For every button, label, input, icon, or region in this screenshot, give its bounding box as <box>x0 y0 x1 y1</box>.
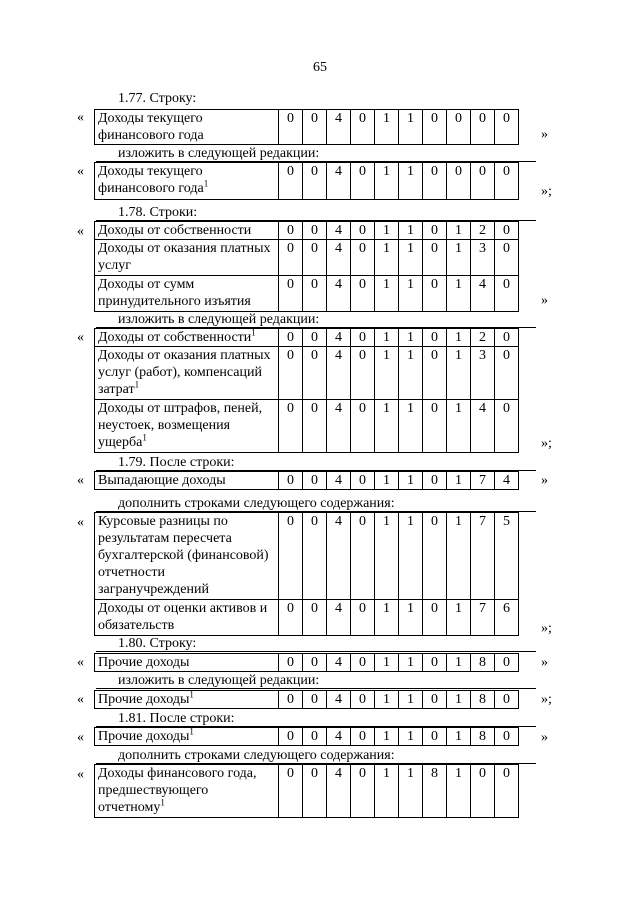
code-digit: 0 <box>279 400 303 453</box>
code-digit: 1 <box>399 765 423 818</box>
code-digit: 1 <box>375 222 399 240</box>
code-digit: 2 <box>471 329 495 347</box>
code-digit: 1 <box>375 691 399 709</box>
code-digit: 1 <box>447 472 471 490</box>
open-quote: « <box>77 730 84 745</box>
code-digit: 1 <box>447 513 471 600</box>
code-digit: 0 <box>495 691 519 709</box>
code-digit: 0 <box>447 110 471 145</box>
code-digit: 0 <box>495 110 519 145</box>
table-row <box>95 765 519 818</box>
heading-1-79: 1.79. После строки: <box>118 455 235 470</box>
code-digit: 1 <box>375 163 399 200</box>
code-digit: 0 <box>471 765 495 818</box>
code-digit: 4 <box>471 276 495 312</box>
code-digit: 0 <box>279 222 303 240</box>
code-digit: 0 <box>279 728 303 746</box>
code-digit: 1 <box>375 472 399 490</box>
code-digit: 0 <box>279 765 303 818</box>
code-digit: 4 <box>327 654 351 672</box>
table-row <box>95 240 519 276</box>
code-digit: 1 <box>447 240 471 276</box>
row-label: Курсовые разницы по результатам пересчета бухгалтерской (финансовой) отчетности загранучреждений <box>95 513 279 600</box>
code-table <box>94 328 519 453</box>
code-digit: 1 <box>447 600 471 636</box>
table-row <box>95 654 519 672</box>
instruction-text: изложить в следующей редакции: <box>118 673 320 688</box>
code-digit: 1 <box>399 472 423 490</box>
code-digit: 1 <box>399 347 423 400</box>
code-digit: 0 <box>423 600 447 636</box>
code-digit: 1 <box>375 110 399 145</box>
code-digit: 1 <box>447 329 471 347</box>
code-digit: 0 <box>351 600 375 636</box>
open-quote: « <box>77 473 84 488</box>
code-digit: 8 <box>423 765 447 818</box>
code-digit: 0 <box>351 513 375 600</box>
table-row <box>95 472 519 490</box>
code-digit: 0 <box>303 600 327 636</box>
code-digit: 0 <box>351 472 375 490</box>
close-quote: » <box>541 655 548 670</box>
code-digit: 4 <box>327 222 351 240</box>
code-digit: 0 <box>351 347 375 400</box>
code-digit: 0 <box>351 728 375 746</box>
code-digit: 1 <box>399 400 423 453</box>
code-digit: 0 <box>423 222 447 240</box>
code-digit: 0 <box>423 472 447 490</box>
code-digit: 0 <box>303 400 327 453</box>
table-row <box>95 400 519 453</box>
open-quote: « <box>77 164 84 179</box>
footnote-mark: 1 <box>251 327 256 338</box>
code-digit: 4 <box>495 472 519 490</box>
code-digit: 0 <box>279 472 303 490</box>
code-digit: 4 <box>327 400 351 453</box>
close-quote: » <box>541 473 548 488</box>
code-digit: 1 <box>399 513 423 600</box>
close-quote: » <box>541 730 548 745</box>
open-quote: « <box>77 110 84 125</box>
code-digit: 7 <box>471 472 495 490</box>
code-digit: 0 <box>423 347 447 400</box>
code-digit: 7 <box>471 600 495 636</box>
code-digit: 0 <box>495 163 519 200</box>
code-digit: 6 <box>495 600 519 636</box>
footnote-mark: 1 <box>134 379 140 390</box>
footnote-mark: 1 <box>203 178 209 189</box>
footnote-mark: 1 <box>189 689 194 700</box>
code-digit: 0 <box>303 329 327 347</box>
code-digit: 1 <box>447 728 471 746</box>
code-digit: 8 <box>471 691 495 709</box>
code-digit: 4 <box>327 163 351 200</box>
code-digit: 0 <box>495 728 519 746</box>
close-quote: »; <box>541 436 552 451</box>
heading-1-80: 1.80. Строку: <box>118 636 197 651</box>
code-digit: 1 <box>399 222 423 240</box>
page-number: 65 <box>313 60 327 75</box>
code-digit: 0 <box>351 163 375 200</box>
table-row <box>95 110 519 145</box>
row-label: Доходы от оказания платных услуг (работ), компенсаций затрат$^1$ <box>95 347 279 400</box>
code-digit: 4 <box>327 691 351 709</box>
code-digit: 1 <box>399 691 423 709</box>
code-digit: 0 <box>303 728 327 746</box>
code-digit: 4 <box>327 110 351 145</box>
code-digit: 8 <box>471 728 495 746</box>
code-digit: 4 <box>327 728 351 746</box>
code-digit: 0 <box>351 329 375 347</box>
row-label: Доходы от собственности <box>95 222 279 240</box>
open-quote: « <box>77 330 84 345</box>
code-table <box>94 221 519 312</box>
code-digit: 0 <box>423 400 447 453</box>
code-digit: 8 <box>471 654 495 672</box>
code-digit: 4 <box>327 513 351 600</box>
code-digit: 1 <box>447 691 471 709</box>
row-label: Прочие доходы <box>95 654 279 672</box>
code-digit: 0 <box>351 691 375 709</box>
code-digit: 2 <box>471 222 495 240</box>
code-digit: 4 <box>327 347 351 400</box>
code-table <box>94 690 519 709</box>
code-digit: 0 <box>279 513 303 600</box>
code-digit: 5 <box>495 513 519 600</box>
code-digit: 0 <box>447 163 471 200</box>
row-label: Выпадающие доходы <box>95 472 279 490</box>
code-digit: 0 <box>351 240 375 276</box>
code-digit: 0 <box>423 513 447 600</box>
open-quote: « <box>77 515 84 530</box>
code-digit: 1 <box>447 222 471 240</box>
code-digit: 0 <box>279 600 303 636</box>
instruction-text: дополнить строками следующего содержания: <box>118 748 395 763</box>
row-label: Доходы от штрафов, пеней, неустоек, возмещения ущерба$^1$ <box>95 400 279 453</box>
code-digit: 1 <box>375 654 399 672</box>
code-digit: 1 <box>447 400 471 453</box>
row-label: Доходы текущего финансового года <box>95 110 279 145</box>
code-digit: 0 <box>351 222 375 240</box>
code-digit: 0 <box>279 276 303 312</box>
footnote-mark: 1 <box>160 797 165 808</box>
table-row <box>95 329 519 347</box>
code-digit: 0 <box>279 347 303 400</box>
table-row <box>95 600 519 636</box>
code-digit: 1 <box>375 240 399 276</box>
close-quote: » <box>541 293 548 308</box>
close-quote: »; <box>541 692 552 707</box>
code-digit: 0 <box>495 400 519 453</box>
code-digit: 1 <box>399 600 423 636</box>
code-digit: 0 <box>303 513 327 600</box>
code-digit: 0 <box>495 240 519 276</box>
heading-1-81: 1.81. После строки: <box>118 711 235 726</box>
code-digit: 4 <box>327 329 351 347</box>
code-table <box>94 471 519 490</box>
code-digit: 0 <box>495 765 519 818</box>
code-digit: 1 <box>399 654 423 672</box>
code-digit: 0 <box>423 163 447 200</box>
code-digit: 0 <box>423 276 447 312</box>
code-digit: 1 <box>447 654 471 672</box>
code-digit: 0 <box>423 240 447 276</box>
code-digit: 0 <box>423 654 447 672</box>
table-row <box>95 728 519 746</box>
code-digit: 1 <box>447 276 471 312</box>
code-digit: 4 <box>327 472 351 490</box>
divider <box>96 688 536 689</box>
code-digit: 0 <box>303 222 327 240</box>
code-digit: 0 <box>351 765 375 818</box>
table-row <box>95 347 519 400</box>
code-digit: 1 <box>399 329 423 347</box>
table-row <box>95 513 519 600</box>
footnote-mark: 1 <box>189 726 194 737</box>
code-digit: 0 <box>279 110 303 145</box>
code-digit: 4 <box>327 600 351 636</box>
code-digit: 4 <box>327 765 351 818</box>
row-label: Доходы финансового года, предшествующего отчетному$^1$ <box>95 765 279 818</box>
code-table <box>94 764 519 818</box>
code-digit: 0 <box>351 110 375 145</box>
code-digit: 1 <box>399 276 423 312</box>
code-digit: 0 <box>303 163 327 200</box>
code-digit: 1 <box>375 329 399 347</box>
code-table <box>94 653 519 672</box>
code-digit: 1 <box>375 400 399 453</box>
code-digit: 1 <box>399 240 423 276</box>
code-digit: 1 <box>375 765 399 818</box>
code-digit: 7 <box>471 513 495 600</box>
code-digit: 3 <box>471 347 495 400</box>
table-row <box>95 163 519 200</box>
code-table <box>94 512 519 636</box>
code-digit: 0 <box>279 240 303 276</box>
row-label: Доходы от сумм принудительного изъятия <box>95 276 279 312</box>
row-label: Доходы от оценки активов и обязательств <box>95 600 279 636</box>
open-quote: « <box>77 224 84 239</box>
code-digit: 0 <box>495 276 519 312</box>
code-digit: 0 <box>303 765 327 818</box>
code-digit: 1 <box>375 513 399 600</box>
code-digit: 0 <box>423 728 447 746</box>
close-quote: »; <box>541 621 552 636</box>
code-digit: 1 <box>375 600 399 636</box>
footnote-mark: 1 <box>142 432 147 443</box>
code-digit: 1 <box>399 728 423 746</box>
open-quote: « <box>77 692 84 707</box>
code-digit: 1 <box>399 163 423 200</box>
code-digit: 3 <box>471 240 495 276</box>
code-digit: 0 <box>303 276 327 312</box>
row-label: Доходы текущего финансового года$^1$ <box>95 163 279 200</box>
code-digit: 4 <box>471 400 495 453</box>
code-digit: 0 <box>351 276 375 312</box>
heading-1-78: 1.78. Строки: <box>118 205 198 220</box>
code-digit: 0 <box>351 400 375 453</box>
code-table <box>94 109 519 145</box>
code-digit: 0 <box>279 329 303 347</box>
row-label: Прочие доходы$^1$ <box>95 691 279 709</box>
table-row <box>95 222 519 240</box>
code-digit: 0 <box>495 222 519 240</box>
open-quote: « <box>77 767 84 782</box>
code-digit: 0 <box>303 472 327 490</box>
code-digit: 0 <box>351 654 375 672</box>
code-digit: 1 <box>399 110 423 145</box>
code-digit: 0 <box>279 163 303 200</box>
row-label: Доходы от оказания платных услуг <box>95 240 279 276</box>
code-digit: 0 <box>423 329 447 347</box>
code-digit: 0 <box>423 691 447 709</box>
code-digit: 0 <box>495 329 519 347</box>
code-digit: 1 <box>447 765 471 818</box>
row-label: Доходы от собственности$^1$ <box>95 329 279 347</box>
code-digit: 1 <box>447 347 471 400</box>
instruction-text: дополнить строками следующего содержания: <box>118 496 395 511</box>
table-row <box>95 691 519 709</box>
close-quote: » <box>541 127 548 142</box>
row-label: Прочие доходы$^1$ <box>95 728 279 746</box>
table-row <box>95 276 519 312</box>
code-digit: 0 <box>303 654 327 672</box>
instruction-text: изложить в следующей редакции: <box>118 146 320 161</box>
open-quote: « <box>77 655 84 670</box>
code-digit: 1 <box>375 347 399 400</box>
code-digit: 0 <box>423 110 447 145</box>
code-digit: 0 <box>279 654 303 672</box>
code-digit: 0 <box>279 691 303 709</box>
code-digit: 1 <box>375 728 399 746</box>
close-quote: »; <box>541 184 552 199</box>
code-digit: 0 <box>303 240 327 276</box>
divider <box>96 651 536 652</box>
code-digit: 0 <box>495 347 519 400</box>
instruction-text: изложить в следующей редакции: <box>118 312 320 327</box>
code-digit: 0 <box>495 654 519 672</box>
code-table <box>94 162 519 200</box>
code-digit: 4 <box>327 240 351 276</box>
heading-1-77: 1.77. Строку: <box>118 91 197 106</box>
code-table <box>94 727 519 746</box>
code-digit: 0 <box>471 163 495 200</box>
code-digit: 0 <box>303 347 327 400</box>
code-digit: 0 <box>471 110 495 145</box>
code-digit: 4 <box>327 276 351 312</box>
code-digit: 0 <box>303 110 327 145</box>
code-digit: 0 <box>303 691 327 709</box>
code-digit: 1 <box>375 276 399 312</box>
